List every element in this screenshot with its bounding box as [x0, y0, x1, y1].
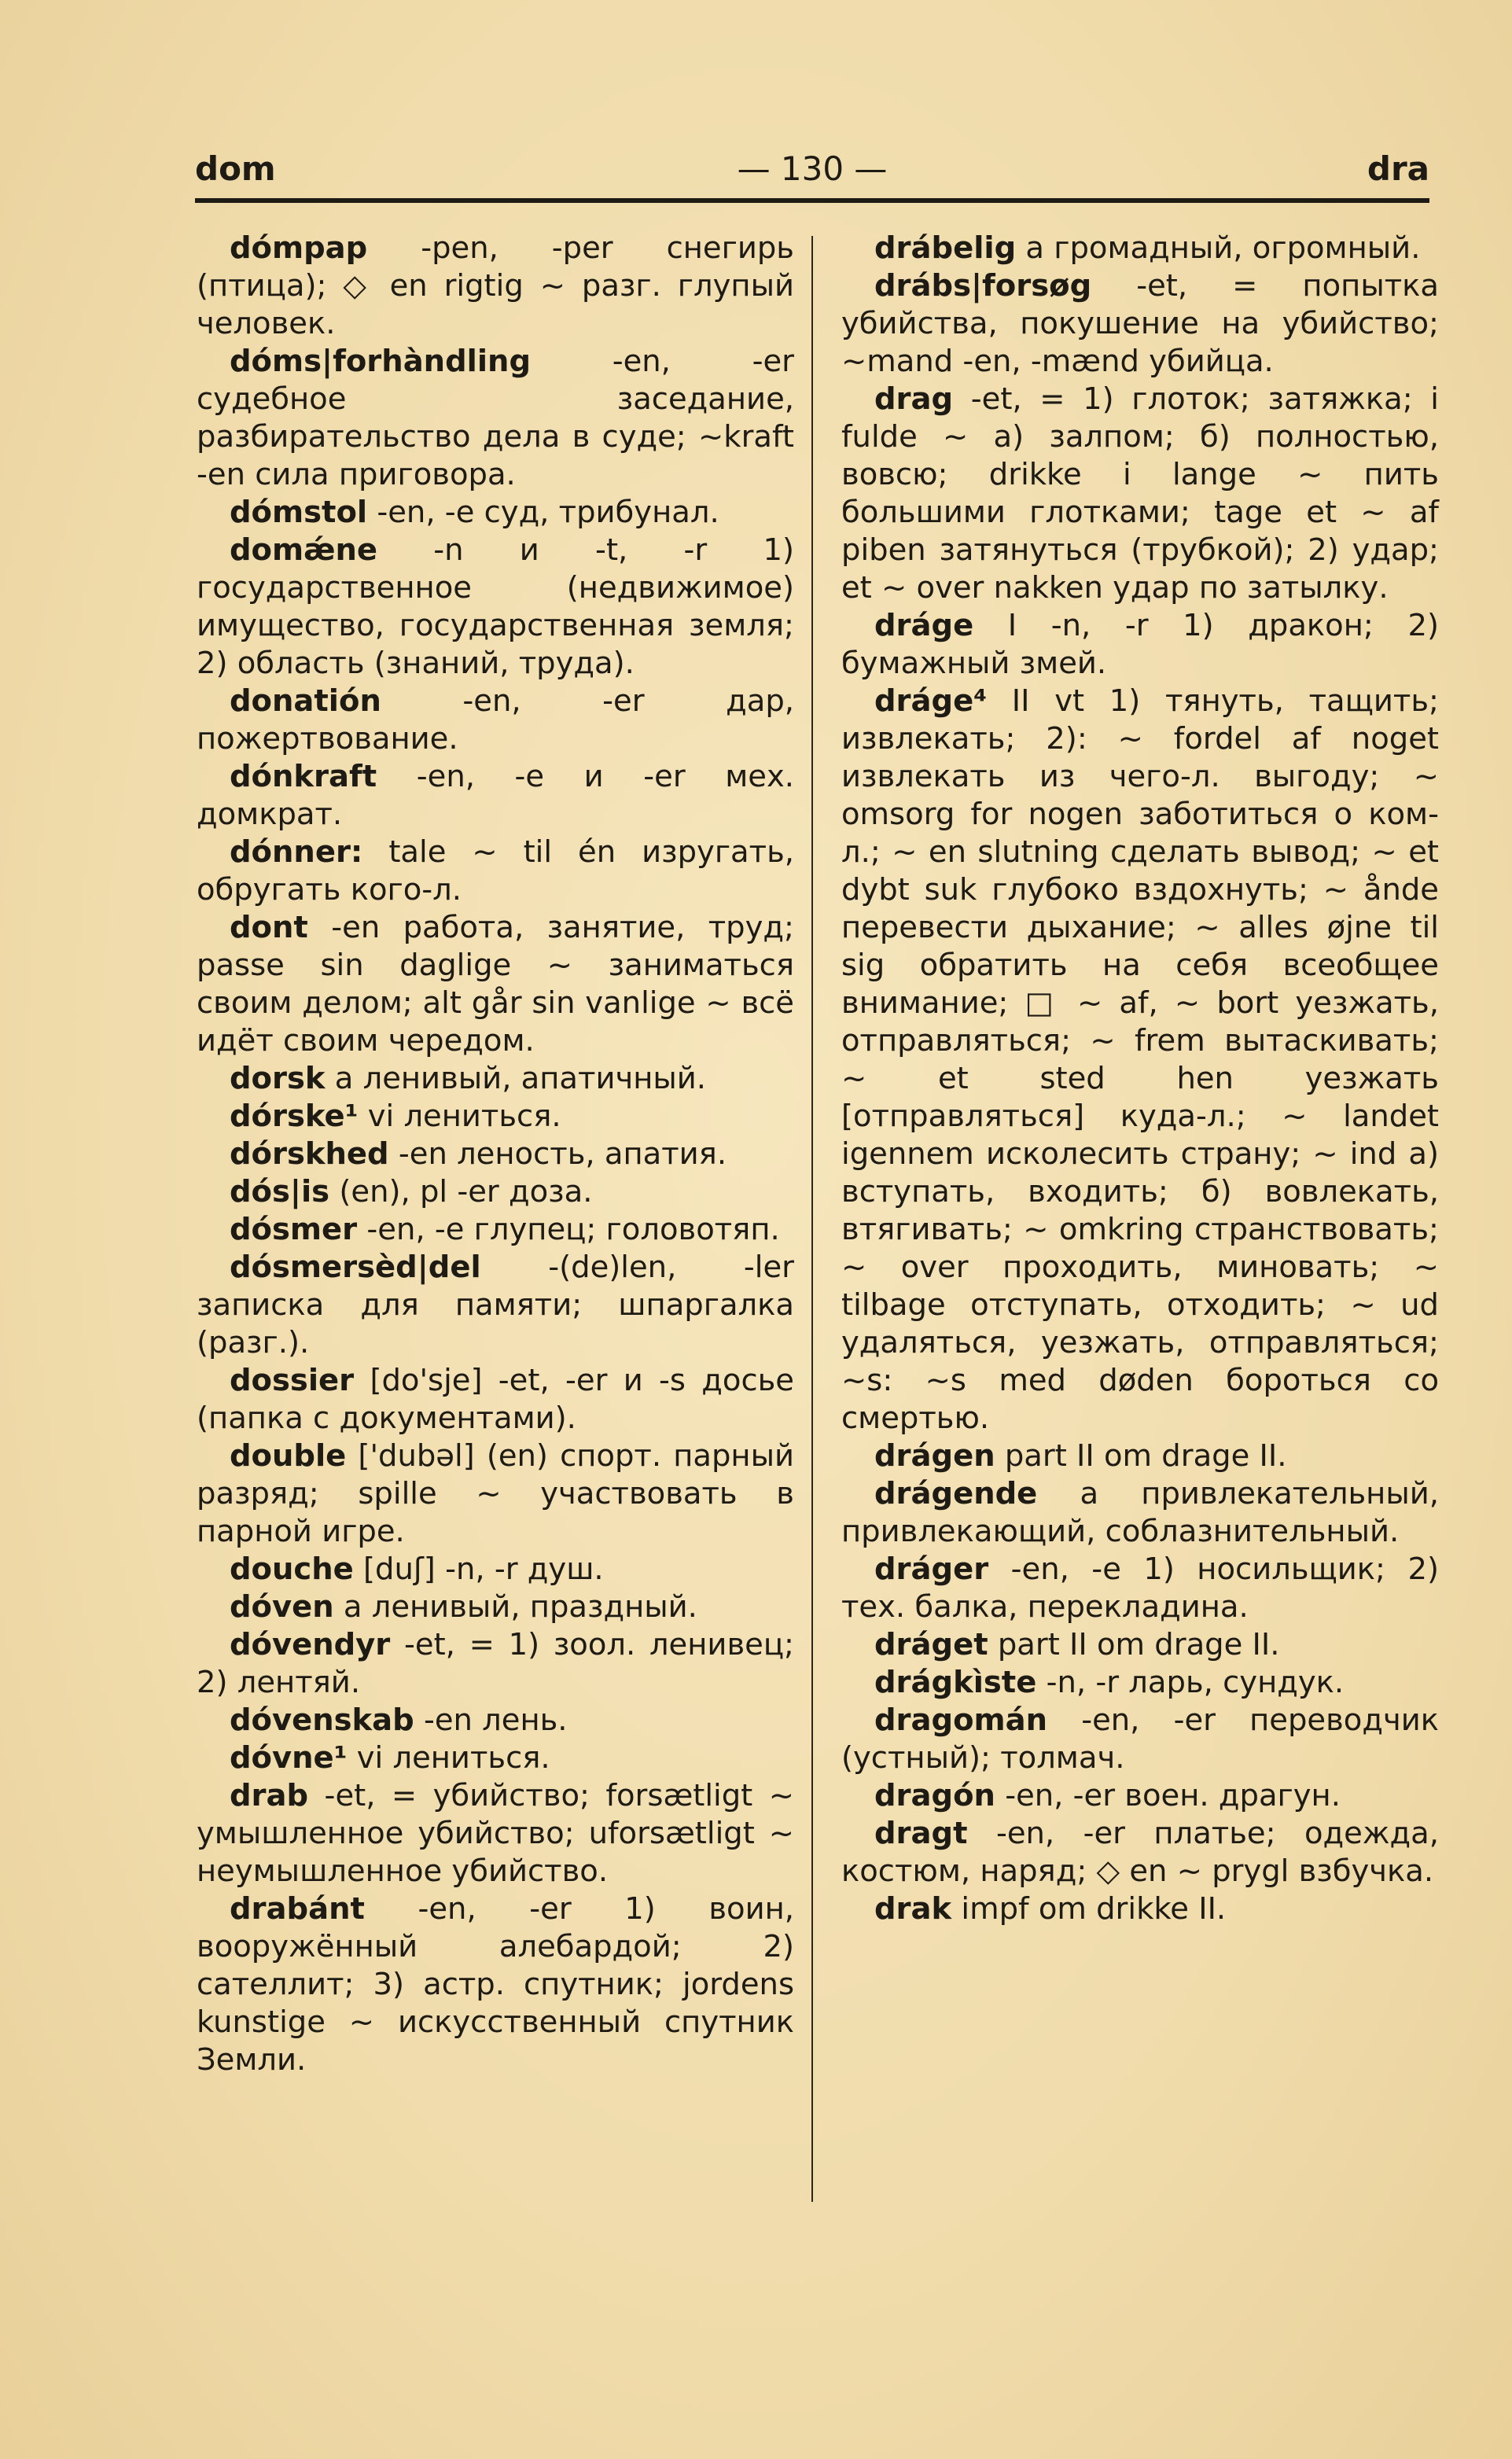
entry-headword: dráge⁴ [874, 683, 988, 719]
dictionary-entry [841, 1815, 1439, 1890]
entry-definition: -pen, -per снегирь (птица); ◇ en rigtig ~ разг. глупый человек. [197, 230, 794, 341]
entry-headword: dósmersèd|del [230, 1250, 481, 1285]
entry-definition: -et, = убийство; forsætligt ~ умышленное убийство; uforsætligt ~ неумышленное убийство. [197, 1778, 794, 1889]
entry-definition: -en, -er 1) воин, вооружённый алебардой; 2) сателлит; 3) астр. спутник; jordens kunstige ~ искусственный спутник Земли. [197, 1891, 794, 2078]
entry-headword: dragomán [874, 1703, 1048, 1738]
entry-headword: dórske¹ [230, 1099, 359, 1134]
right-column [841, 230, 1439, 1928]
dictionary-entry [841, 683, 1439, 1437]
dictionary-entry [841, 607, 1439, 683]
dictionary-entry [197, 1098, 794, 1136]
entry-headword: drábelig [874, 230, 1017, 266]
dictionary-entry [197, 532, 794, 683]
entry-definition: [do'sje] -et, -er и -s досье (папка с документами). [197, 1363, 794, 1436]
dictionary-entry [841, 267, 1439, 381]
entry-headword: dós|is [230, 1174, 330, 1209]
entry-headword: dónner: [230, 834, 363, 870]
entry-headword: dóvenskab [230, 1703, 414, 1738]
page-number: — 130 — [737, 149, 888, 188]
entry-definition: ['dubəl] (en) спорт. парный разряд; spille ~ участвовать в парной игре. [197, 1438, 794, 1549]
entry-headword: drágkìste [874, 1665, 1037, 1700]
left-column [197, 230, 794, 2079]
entry-headword: dóms|forhàndling [230, 344, 532, 379]
dictionary-entry [841, 1551, 1439, 1626]
right-guideword: dra [1367, 149, 1429, 188]
header-rule [195, 198, 1429, 203]
entry-definition: -en лень. [423, 1703, 568, 1738]
dictionary-entry [197, 683, 794, 758]
dictionary-entry [841, 1626, 1439, 1664]
entry-definition: -en, -e 1) носильщик; 2) тех. балка, перекладина. [841, 1552, 1439, 1625]
dictionary-entry [197, 1777, 794, 1890]
entry-headword: drágende [874, 1476, 1038, 1511]
dictionary-entry [197, 1249, 794, 1362]
column-divider [811, 236, 813, 2202]
entry-definition: -en, -er воен. драгун. [1005, 1778, 1341, 1813]
entry-headword: donatión [230, 683, 381, 719]
dictionary-entry [197, 1211, 794, 1249]
entry-definition: I -n, -r 1) дракон; 2) бумажный змей. [841, 608, 1439, 681]
entry-headword: dónkraft [230, 759, 377, 794]
entry-headword: dórskhed [230, 1136, 389, 1172]
entry-definition: -n и -t, -r 1) государственное (недвижимое) имущество, государственная земля; 2) область (знаний, труда). [197, 532, 794, 681]
entry-headword: drag [874, 381, 954, 417]
entry-headword: douche [230, 1552, 354, 1587]
dictionary-entry [197, 1626, 794, 1702]
dictionary-entry [841, 230, 1439, 267]
dictionary-entry [197, 494, 794, 532]
dictionary-entry [197, 1173, 794, 1211]
dictionary-entry [841, 1664, 1439, 1702]
dictionary-entry [197, 1890, 794, 2079]
dictionary-entry [197, 1588, 794, 1626]
dictionary-entry [841, 1890, 1439, 1928]
entry-definition: a ленивый, апатичный. [334, 1061, 707, 1096]
entry-definition: a привлекательный, привлекающий, соблазнительный. [841, 1476, 1439, 1549]
entry-headword: dóvendyr [230, 1627, 391, 1662]
entry-headword: drabánt [230, 1891, 365, 1927]
entry-definition: -en, -e и -er мех. домкрат. [197, 759, 794, 832]
dictionary-entry [197, 1362, 794, 1437]
entry-headword: dragt [874, 1816, 968, 1851]
entry-definition: vi лениться. [367, 1099, 561, 1134]
entry-definition: -en, -er дар, пожертвование. [197, 683, 794, 756]
entry-headword: dóvne¹ [230, 1740, 348, 1776]
entry-definition: -et, = 1) зоол. ленивец; 2) лентяй. [197, 1627, 794, 1700]
entry-headword: domǽne [230, 532, 377, 568]
entry-headword: dómpap [230, 230, 368, 266]
dictionary-entry [841, 1437, 1439, 1475]
entry-headword: drábs|forsøg [874, 268, 1092, 304]
dictionary-entry [197, 1739, 794, 1777]
entry-definition: impf om drikke II. [961, 1891, 1227, 1927]
entry-definition: -et, = попытка убийства, покушение на убийство; ~mand -en, -mænd убийца. [841, 268, 1439, 379]
dictionary-entry [841, 1702, 1439, 1777]
entry-definition: -n, -r ларь, сундук. [1046, 1665, 1345, 1700]
dictionary-entry [197, 343, 794, 494]
entry-headword: drágen [874, 1438, 995, 1474]
entry-definition: -en работа, занятие, труд; passe sin daglige ~ заниматься своим делом; alt går sin vanlige ~ всё идёт своим чередом. [197, 910, 794, 1058]
entry-headword: dráger [874, 1552, 989, 1587]
dictionary-entry [197, 1702, 794, 1739]
entry-definition: -en, -er платье; одежда, костюм, наряд; ◇ en ~ prygl взбучка. [841, 1816, 1439, 1889]
entry-definition: -en, -e суд, трибунал. [377, 495, 719, 530]
dictionary-entry [841, 1475, 1439, 1551]
entry-headword: dómstol [230, 495, 368, 530]
dictionary-entry [197, 230, 794, 343]
left-guideword: dom [195, 149, 276, 188]
entry-headword: drab [230, 1778, 309, 1813]
dictionary-entry [197, 1437, 794, 1551]
dictionary-entry [197, 758, 794, 834]
entry-headword: dóven [230, 1589, 334, 1625]
entry-definition: [duʃ] -n, -r душ. [363, 1552, 604, 1587]
entry-headword: dráge [874, 608, 974, 643]
entry-definition: part II om drage II. [997, 1627, 1280, 1662]
entry-definition: a громадный, огромный. [1025, 230, 1421, 266]
entry-headword: dragón [874, 1778, 995, 1813]
entry-headword: dósmer [230, 1212, 358, 1247]
page-header [195, 149, 1429, 197]
dictionary-entry [197, 1060, 794, 1098]
entry-definition: -en, -er переводчик (устный); толмач. [841, 1703, 1439, 1776]
entry-definition: a ленивый, праздный. [343, 1589, 697, 1625]
dictionary-entry [841, 381, 1439, 607]
entry-definition: -en леность, апатия. [398, 1136, 727, 1172]
entry-headword: dont [230, 910, 308, 945]
entry-headword: dorsk [230, 1061, 326, 1096]
entry-definition: -en, -er судебное заседание, разбирательство дела в суде; ~kraft -en сила приговора. [197, 344, 794, 492]
dictionary-entry [197, 1136, 794, 1173]
dictionary-entry [197, 1551, 794, 1588]
entry-headword: double [230, 1438, 347, 1474]
dictionary-entry [197, 834, 794, 909]
entry-headword: drak [874, 1891, 952, 1927]
entry-definition: -en, -e глупец; головотяп. [366, 1212, 780, 1247]
entry-definition: -et, = 1) глоток; затяжка; i fulde ~ а) залпом; б) полностью, вовсю; drikke i lange ~ пить большими глотками; tage et ~ af piben затянуться (трубкой); 2) удар; et ~ over nakken удар по затылку. [841, 381, 1439, 606]
entry-definition: tale ~ til én изругать, обругать кого-л. [197, 834, 794, 907]
entry-headword: dráget [874, 1627, 988, 1662]
entry-definition: part II om drage II. [1004, 1438, 1287, 1474]
entry-definition: vi лениться. [356, 1740, 550, 1776]
entry-definition: -(de)len, -ler записка для памяти; шпаргалка (разг.). [197, 1250, 794, 1360]
entry-headword: dossier [230, 1363, 355, 1398]
entry-definition: II vt 1) тянуть, тащить; извлекать; 2): ~ fordel af noget извлекать из чего-л. выгоду; ~ omsorg for nogen заботиться о ком-л.; ~ en slutning сделать вывод; ~ et dybt suk глубоко вздохнуть; ~ ånde перевести дыхание; ~ alles øjne til sig обратить на себя всеобщее внимание; □ ~ af, ~ bort уезжать, отправляться; ~ frem вытаскивать; ~ et sted hen уезжать [отправляться] куда-л.; ~ landet igennem исколесить страну; ~ ind а) вступать, входить; б) вовлекать, втягивать; ~ omkring странствовать; ~ over проходить, миновать; ~ tilbage отступать, отходить; ~ ud удаляться, уезжать, отправляться; ~s: ~s med døden бороться со смертью. [841, 683, 1439, 1436]
dictionary-entry [841, 1777, 1439, 1815]
dictionary-entry [197, 909, 794, 1060]
entry-definition: (en), pl -er доза. [339, 1174, 593, 1209]
